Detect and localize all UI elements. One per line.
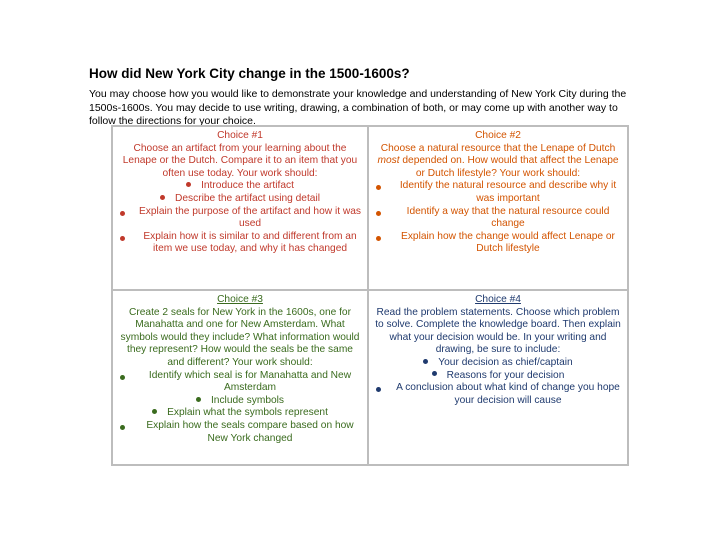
- document-header: [89, 66, 629, 129]
- bullet-text: Identify a way that the natural resource could change: [406, 205, 610, 230]
- bullet-dot-icon: [432, 371, 437, 376]
- choice-board: [111, 125, 629, 466]
- bullet-dot-icon: [120, 425, 125, 430]
- choice-4-description: Read the problem statements. Choose which problem to solve. Complete the knowledge board. Then explain what your decision would be. In your writing and drawing, be sure to include:: [375, 306, 621, 356]
- bullet-dot-icon: [196, 397, 201, 402]
- choice-3-description: Create 2 seals for New York in the 1600s, one for Manahatta and one for New Amsterdam. What symbols would they include? What information would they represent? How would the seals be the same and different? Your work should:: [120, 306, 360, 368]
- choice-3-bullets: [118, 370, 362, 446]
- choice-3-cell: [112, 290, 368, 465]
- bullet-text: Explain what the symbols represent: [167, 407, 328, 419]
- list-item: [118, 420, 362, 445]
- intro-paragraph: You may choose how you would like to demonstrate your knowledge and understanding of New York City during the 1500s-1600s. You may decide to use writing, drawing, a combination of both, or may come up with another way to follow the directions for your choice.: [89, 88, 627, 127]
- bullet-text: A conclusion about what kind of change you hope your decision will cause: [396, 382, 620, 406]
- bullet-dot-icon: [120, 236, 125, 241]
- choice-4-bullets: [374, 357, 622, 407]
- bullet-text: Explain how the seals compare based on how New York changed: [146, 419, 354, 444]
- choice-2-desc-part-b: depended on. How would that affect the Lenape or Dutch lifestyle? Your work should:: [399, 155, 619, 179]
- choice-4-title: Choice #4: [475, 294, 521, 305]
- bullet-dot-icon: [160, 195, 165, 200]
- choice-4-cell: [368, 290, 628, 465]
- choice-3-title: Choice #3: [217, 294, 263, 305]
- bullet-dot-icon: [423, 359, 428, 364]
- choice-2-title: Choice #2: [475, 130, 521, 141]
- choice-2-desc-emphasis: most: [377, 155, 400, 167]
- list-item: [374, 180, 622, 205]
- bullet-text: Describe the artifact using detail: [175, 192, 320, 204]
- bullet-text: Explain the purpose of the artifact and how it was used: [139, 205, 361, 230]
- bullet-text: Reasons for your decision: [446, 369, 565, 381]
- list-item: [374, 370, 622, 383]
- bullet-dot-icon: [120, 211, 125, 216]
- list-item: [374, 357, 622, 370]
- choice-2-description: [374, 143, 622, 181]
- choice-1-cell: [112, 126, 368, 290]
- choice-1-title: Choice #1: [217, 130, 263, 141]
- bullet-dot-icon: [152, 409, 157, 414]
- bullet-dot-icon: [376, 211, 381, 216]
- choice-1-bullets: [118, 180, 362, 256]
- bullet-text: Explain how it is similar to and different from an item we use today, and why it has changed: [143, 230, 357, 255]
- bullet-dot-icon: [376, 387, 381, 392]
- list-item: [118, 407, 362, 420]
- choice-1-description: Choose an artifact from your learning about the Lenape or the Dutch. Compare it to an item that you often use today. Your work should:: [122, 142, 358, 179]
- choice-2-cell: [368, 126, 628, 290]
- bullet-dot-icon: [376, 236, 381, 241]
- bullet-text: Introduce the artifact: [201, 180, 294, 192]
- list-item: [374, 382, 622, 407]
- bullet-text: Identify the natural resource and describe why it was important: [399, 180, 617, 204]
- list-item: [118, 206, 362, 231]
- bullet-text: Your decision as chief/captain: [438, 356, 573, 368]
- list-item: [374, 206, 622, 231]
- choice-2-bullets: [374, 180, 622, 256]
- list-item: [118, 370, 362, 395]
- page-title: How did New York City change in the 1500-1600s?: [89, 66, 410, 81]
- bullet-text: Identify which seal is for Manahatta and New Amsterdam: [148, 369, 352, 394]
- choice-2-desc-part-a: Choose a natural resource that the Lenape of Dutch: [380, 142, 616, 154]
- bullet-text: Include symbols: [210, 394, 285, 406]
- bullet-dot-icon: [376, 185, 381, 190]
- list-item: [118, 395, 362, 408]
- bullet-dot-icon: [120, 375, 125, 380]
- bullet-dot-icon: [186, 182, 191, 187]
- list-item: [118, 180, 362, 193]
- bullet-text: Explain how the change would affect Lenape or Dutch lifestyle: [401, 230, 615, 255]
- list-item: [118, 193, 362, 206]
- list-item: [118, 231, 362, 256]
- list-item: [374, 231, 622, 256]
